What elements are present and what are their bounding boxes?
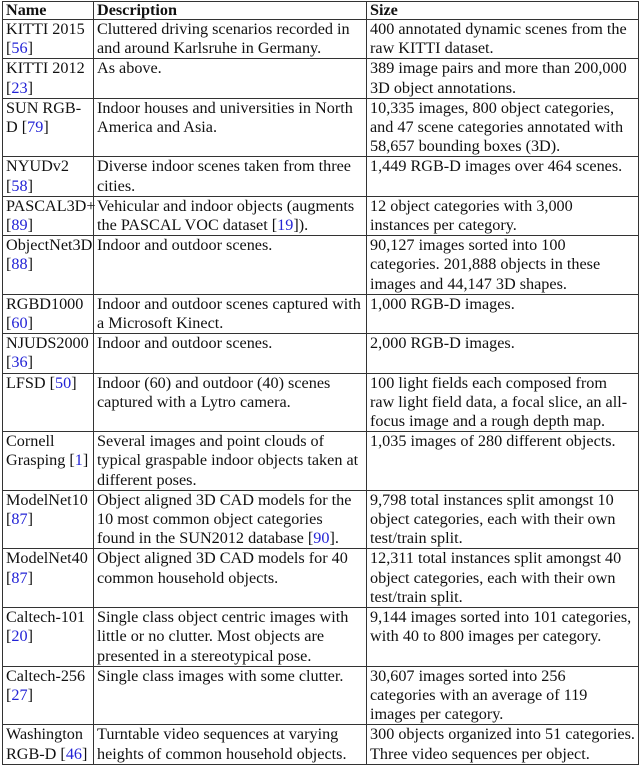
dataset-name-cell: RGBD1000 [60]: [3, 294, 94, 333]
description-cell: [94, 608, 367, 667]
table-row: [3, 157, 639, 196]
description-text: Cluttered driving scenarios recorded in and around Karlsruhe in Germany.: [97, 20, 350, 58]
dataset-name: ModelNet40: [6, 549, 88, 568]
dataset-name: KITTI 2012: [6, 59, 85, 78]
citation-link[interactable]: 87: [11, 510, 28, 529]
description-text: Indoor and outdoor scenes.: [97, 236, 273, 255]
table-row: [3, 196, 639, 235]
size-text: 389 image pairs and more than 200,000 3D object annotations.: [370, 59, 627, 97]
description-text: Indoor houses and universities in North America and Asia.: [97, 98, 353, 137]
dataset-name: SUN RGB-D: [6, 98, 82, 137]
size-text: 12 object categories with 3,000 instances per category.: [370, 196, 573, 235]
column-header-size: Size: [367, 2, 639, 20]
dataset-name: LFSD: [6, 373, 46, 392]
description-cell: [94, 294, 367, 333]
table-row: [3, 432, 639, 491]
size-cell: [367, 334, 639, 373]
dataset-name-cell: NYUDv2 [58]: [3, 157, 94, 196]
size-text: 300 objects organized into 51 categories. Three video sequences per object.: [370, 725, 635, 763]
citation-link[interactable]: 79: [27, 118, 44, 137]
citation-link[interactable]: 20: [11, 627, 28, 646]
citation-link[interactable]: 19: [277, 216, 294, 235]
table-row: [3, 725, 639, 764]
size-cell: [367, 236, 639, 295]
dataset-name-cell: LFSD [50]: [3, 373, 94, 432]
table-row: [3, 608, 639, 667]
description-cell: [94, 432, 367, 491]
description-cell: [94, 725, 367, 764]
dataset-name: Caltech-101: [6, 608, 86, 627]
citation-link[interactable]: 50: [55, 373, 72, 392]
dataset-name-cell: ModelNet40 [87]: [3, 549, 94, 608]
size-text: 2,000 RGB-D images.: [370, 334, 515, 353]
citation-link[interactable]: 88: [11, 255, 28, 274]
dataset-name-cell: KITTI 2012 [23]: [3, 59, 94, 98]
dataset-name: ModelNet10: [6, 490, 88, 509]
citation-link[interactable]: 89: [11, 216, 28, 235]
citation-link[interactable]: 58: [11, 176, 28, 195]
description-text: Object aligned 3D CAD models for the 10 most common object categories found in the SUN2012 database [: [97, 490, 352, 548]
size-text: 1,035 images of 280 different objects.: [370, 432, 616, 451]
dataset-name-cell: KITTI 2015 [56]: [3, 20, 94, 59]
description-cell: [94, 373, 367, 432]
size-cell: [367, 59, 639, 98]
description-text-end: ].: [329, 529, 339, 548]
description-cell: [94, 334, 367, 373]
dataset-name: RGBD1000: [6, 294, 84, 313]
size-cell: [367, 196, 639, 235]
size-text: 100 light fields each composed from raw light field data, a focal slice, an all-focus image and a rough depth map.: [370, 373, 628, 431]
size-cell: [367, 549, 639, 608]
table-row: [3, 59, 639, 98]
dataset-name: NYUDv2: [6, 157, 69, 176]
description-cell: [94, 549, 367, 608]
citation-link[interactable]: 60: [11, 314, 28, 333]
dataset-name-cell: ModelNet10 [87]: [3, 490, 94, 549]
dataset-name-cell: Caltech-101 [20]: [3, 608, 94, 667]
citation-link[interactable]: 1: [74, 451, 83, 470]
size-cell: [367, 608, 639, 667]
table-body: [3, 20, 639, 765]
citation-link[interactable]: 27: [11, 685, 28, 704]
dataset-name: Cornell Grasping: [6, 432, 66, 470]
dataset-name-cell: Cornell Grasping [1]: [3, 432, 94, 491]
description-text-end: ]).: [293, 216, 309, 235]
size-cell: [367, 20, 639, 59]
table-row: [3, 549, 639, 608]
description-cell: [94, 59, 367, 98]
description-text: Several images and point clouds of typical graspable indoor objects taken at different poses.: [97, 432, 359, 489]
table-row: [3, 20, 639, 59]
dataset-name: PASCAL3D+: [6, 196, 96, 215]
citation-link[interactable]: 36: [11, 353, 28, 372]
size-text: 12,311 total instances split amongst 40 object categories, each with their own test/train split.: [370, 549, 622, 606]
dataset-name-cell: NJUDS2000 [36]: [3, 334, 94, 373]
table-row: [3, 98, 639, 157]
size-text: 400 annotated dynamic scenes from the raw KITTI dataset.: [370, 20, 627, 58]
dataset-name: Washington RGB-D: [6, 725, 83, 763]
dataset-name-cell: SUN RGB-D [79]: [3, 98, 94, 157]
description-cell: [94, 490, 367, 549]
size-cell: [367, 373, 639, 432]
header-row: [3, 2, 639, 20]
size-text: 1,449 RGB-D images over 464 scenes.: [370, 157, 623, 176]
size-cell: [367, 666, 639, 725]
size-text: 9,798 total instances split amongst 10 object categories, each with their own test/train split.: [370, 490, 616, 548]
datasets-table: [2, 1, 639, 765]
size-cell: [367, 725, 639, 764]
size-cell: [367, 490, 639, 549]
citation-link[interactable]: 90: [313, 529, 330, 548]
dataset-name-cell: Washington RGB-D [46]: [3, 725, 94, 764]
column-header-name: Name: [3, 2, 94, 20]
table-row: [3, 666, 639, 725]
dataset-name: Caltech-256: [6, 666, 86, 685]
table-row: [3, 334, 639, 373]
table-row: [3, 294, 639, 333]
size-cell: [367, 432, 639, 491]
size-cell: [367, 157, 639, 196]
description-text: Indoor (60) and outdoor (40) scenes captured with a Lytro camera.: [97, 373, 331, 411]
size-text: 10,335 images, 800 object categories, and 47 scene categories annotated with 58,657 bounding boxes (3D).: [370, 98, 624, 156]
description-cell: [94, 236, 367, 295]
citation-link[interactable]: 87: [11, 568, 28, 587]
size-text: 30,607 images sorted into 256 categories with an average of 119 images per category.: [370, 666, 588, 724]
table-row: [3, 490, 639, 549]
size-text: 90,127 images sorted into 100 categories. 201,888 objects in these images and 44,147 3D shapes.: [370, 236, 601, 293]
size-cell: [367, 294, 639, 333]
description-text: Indoor and outdoor scenes captured with a Microsoft Kinect.: [97, 294, 361, 333]
dataset-name: KITTI 2015: [6, 20, 85, 38]
description-text: Single class images with some clutter.: [97, 666, 344, 685]
description-cell: [94, 20, 367, 59]
description-cell: [94, 196, 367, 235]
citation-link[interactable]: 46: [65, 744, 82, 763]
description-text: Single class object centric images with little or no clutter. Most objects are presented in a stereotypical pose.: [97, 608, 349, 665]
size-text: 9,144 images sorted into 101 categories, with 40 to 800 images per category.: [370, 608, 632, 646]
column-header-description: Description: [94, 2, 367, 20]
citation-link[interactable]: 56: [11, 39, 28, 58]
dataset-name: ObjectNet3D: [6, 236, 93, 255]
description-text: Vehicular and indoor objects (augments the PASCAL VOC dataset [: [97, 196, 355, 235]
description-text: Turntable video sequences at varying heights of common household objects.: [97, 725, 347, 763]
table-row: [3, 236, 639, 295]
size-cell: [367, 98, 639, 157]
description-cell: [94, 157, 367, 196]
dataset-name-cell: Caltech-256 [27]: [3, 666, 94, 725]
description-text: As above.: [97, 59, 162, 78]
dataset-name-cell: PASCAL3D+ [89]: [3, 196, 94, 235]
description-cell: [94, 666, 367, 725]
dataset-name-cell: ObjectNet3D [88]: [3, 236, 94, 295]
citation-link[interactable]: 23: [11, 78, 28, 97]
size-text: 1,000 RGB-D images.: [370, 294, 515, 313]
table-row: [3, 373, 639, 432]
description-cell: [94, 98, 367, 157]
description-text: Diverse indoor scenes taken from three cities.: [97, 157, 351, 195]
description-text: Indoor and outdoor scenes.: [97, 334, 273, 353]
dataset-name: NJUDS2000: [6, 334, 89, 353]
description-text: Object aligned 3D CAD models for 40 common household objects.: [97, 549, 348, 587]
